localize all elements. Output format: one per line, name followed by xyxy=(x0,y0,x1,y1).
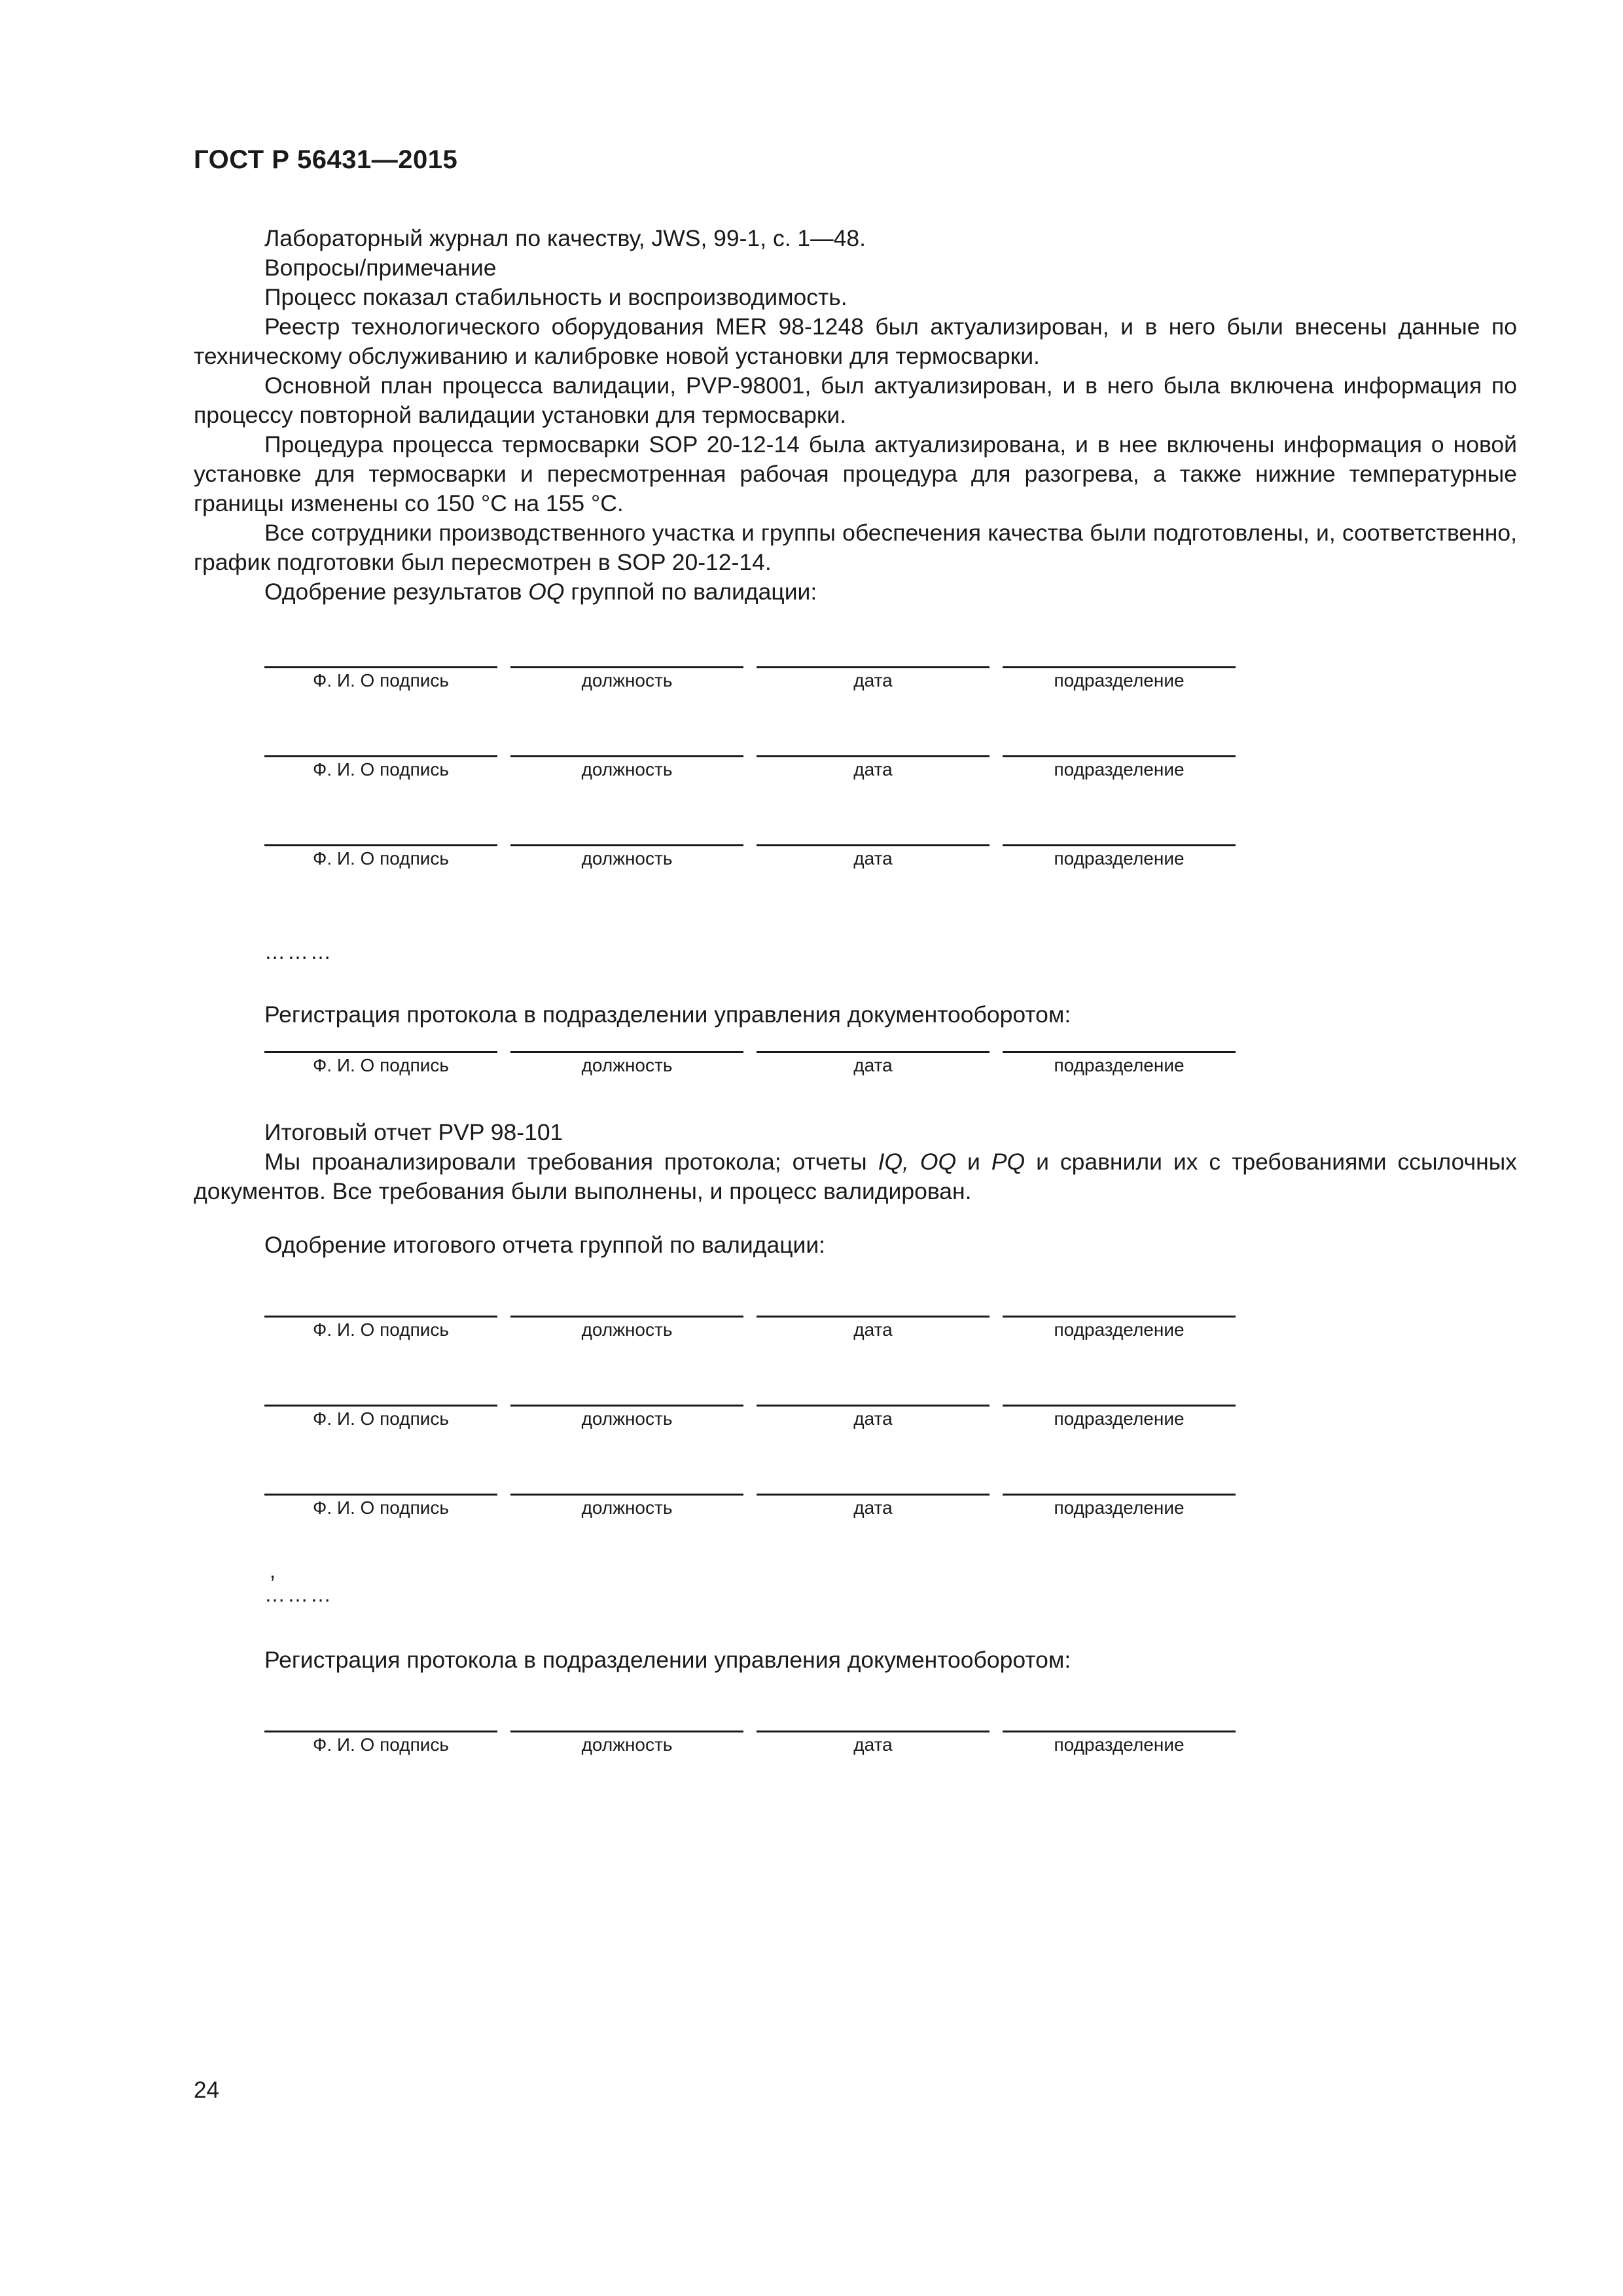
final-approval-text: Одобрение итогового отчета группой по валидации: xyxy=(264,1232,826,1258)
signature-row xyxy=(264,1731,1233,1820)
signature-line[interactable] xyxy=(510,755,743,757)
label-date: дата xyxy=(853,1734,893,1755)
signature-row xyxy=(264,1405,1233,1494)
signature-row xyxy=(264,666,1233,755)
paragraph-stability: Процесс показал стабильность и воспроизводимость. xyxy=(264,284,847,310)
label-department: подразделение xyxy=(1054,1408,1185,1429)
signature-line[interactable] xyxy=(510,1316,743,1318)
signature-line[interactable] xyxy=(264,1731,497,1732)
signature-line[interactable] xyxy=(1003,1405,1236,1407)
label-date: дата xyxy=(853,1055,893,1075)
label-position: должность xyxy=(581,1498,673,1518)
signature-line[interactable] xyxy=(264,755,497,757)
paragraph-validation-plan: Основной план процесса валидации, PVP-98001, был актуализирован, и в него была включена информация по процессу повторной валидации установки для термосварки. xyxy=(194,372,1517,428)
signature-line[interactable] xyxy=(510,1051,743,1053)
signature-block-registration-final xyxy=(264,1731,1233,1820)
signature-line[interactable] xyxy=(757,1731,990,1732)
paragraph-equipment-register: Реестр технологического оборудования MER 98-1248 был актуализирован, и в него были внесены данные по техническому обслуживанию и калибровке новой установки для термосварки. xyxy=(194,314,1517,369)
label-department: подразделение xyxy=(1054,1055,1185,1075)
signature-row xyxy=(264,1494,1233,1583)
signature-block-final xyxy=(264,1316,1233,1583)
signature-line[interactable] xyxy=(757,755,990,757)
label-department: подразделение xyxy=(1054,759,1185,780)
label-department: подразделение xyxy=(1054,1319,1185,1340)
paragraph-oq-approval: Одобрение результатов OQ группой по валидации: xyxy=(264,579,817,605)
label-name-signature: Ф. И. О подпись xyxy=(313,1055,449,1075)
signature-line[interactable] xyxy=(510,844,743,846)
label-department: подразделение xyxy=(1054,848,1185,869)
signature-line[interactable] xyxy=(1003,755,1236,757)
paragraph-questions: Вопросы/примечание xyxy=(264,255,497,281)
label-date: дата xyxy=(853,1319,893,1340)
label-position: должность xyxy=(581,1319,673,1340)
final-report-title: Итоговый отчет PVP 98-101 xyxy=(264,1119,563,1145)
label-name-signature: Ф. И. О подпись xyxy=(313,670,449,691)
signature-line[interactable] xyxy=(1003,1731,1236,1732)
label-department: подразделение xyxy=(1054,1734,1185,1755)
signature-line[interactable] xyxy=(1003,666,1236,668)
paragraph-lab-journal: Лабораторный журнал по качеству, JWS, 99-1, с. 1—48. xyxy=(264,225,866,251)
label-position: должность xyxy=(581,759,673,780)
label-department: подразделение xyxy=(1054,670,1185,691)
label-name-signature: Ф. И. О подпись xyxy=(313,1498,449,1518)
signature-line[interactable] xyxy=(757,1316,990,1318)
signature-line[interactable] xyxy=(757,1405,990,1407)
signature-line[interactable] xyxy=(264,1051,497,1053)
signature-line[interactable] xyxy=(510,1405,743,1407)
signature-line[interactable] xyxy=(264,844,497,846)
label-name-signature: Ф. И. О подпись xyxy=(313,1734,449,1755)
label-position: должность xyxy=(581,848,673,869)
ellipsis-dots: ……… xyxy=(264,940,333,963)
label-date: дата xyxy=(853,759,893,780)
label-name-signature: Ф. И. О подпись xyxy=(313,759,449,780)
paragraph-sop-procedure: Процедура процесса термосварки SOP 20-12-14 была актуализирована, и в нее включены информация о новой установке для термосварки и пересмотренная рабочая процедура для разогрева, а также нижние температурные границы изменены со 150 °С на 155 °С. xyxy=(194,431,1517,516)
label-department: подразделение xyxy=(1054,1498,1185,1518)
comma-mark: , xyxy=(270,1559,277,1583)
signature-line[interactable] xyxy=(1003,1051,1236,1053)
signature-line[interactable] xyxy=(1003,1494,1236,1496)
label-date: дата xyxy=(853,848,893,869)
signature-line[interactable] xyxy=(264,666,497,668)
signature-row xyxy=(264,755,1233,844)
signature-block-oq xyxy=(264,666,1233,933)
section-body-text xyxy=(194,224,1517,607)
label-name-signature: Ф. И. О подпись xyxy=(313,1408,449,1429)
oq-term: OQ xyxy=(919,1149,957,1175)
signature-line[interactable] xyxy=(510,1494,743,1496)
final-report-section xyxy=(194,1118,1517,1206)
registration-text: Регистрация протокола в подразделении управления документооборотом: xyxy=(264,1647,1071,1673)
signature-line[interactable] xyxy=(757,1494,990,1496)
signature-line[interactable] xyxy=(510,1731,743,1732)
signature-row xyxy=(264,1316,1233,1405)
signature-row xyxy=(264,844,1233,933)
signature-line[interactable] xyxy=(1003,844,1236,846)
registration-text: Регистрация протокола в подразделении управления документооборотом: xyxy=(264,1001,1071,1028)
label-position: должность xyxy=(581,670,673,691)
label-position: должность xyxy=(581,1408,673,1429)
pq-term: PQ xyxy=(991,1149,1026,1175)
label-date: дата xyxy=(853,1498,893,1518)
label-date: дата xyxy=(853,1408,893,1429)
oq-term: OQ xyxy=(528,579,565,605)
signature-line[interactable] xyxy=(757,844,990,846)
iq-term: IQ, xyxy=(878,1149,909,1175)
signature-line[interactable] xyxy=(757,1051,990,1053)
document-header: ГОСТ Р 56431—2015 xyxy=(194,145,458,174)
signature-line[interactable] xyxy=(757,666,990,668)
final-report-analysis: Мы проанализировали требования протокола; отчеты IQ, OQ и PQ и сравнили их с требованиями ссылочных документов. Все требования были выполнены, и процесс валидирован. xyxy=(194,1149,1517,1204)
paragraph-staff-training: Все сотрудники производственного участка и группы обеспечения качества были подготовлены, и, соответственно, график подготовки был пересмотрен в SOP 20-12-14. xyxy=(194,520,1517,575)
signature-line[interactable] xyxy=(1003,1316,1236,1318)
signature-line[interactable] xyxy=(264,1405,497,1407)
signature-line[interactable] xyxy=(510,666,743,668)
signature-line[interactable] xyxy=(264,1316,497,1318)
label-date: дата xyxy=(853,670,893,691)
page-number: 24 xyxy=(194,2077,219,2103)
label-name-signature: Ф. И. О подпись xyxy=(313,1319,449,1340)
label-position: должность xyxy=(581,1055,673,1075)
label-position: должность xyxy=(581,1734,673,1755)
label-name-signature: Ф. И. О подпись xyxy=(313,848,449,869)
signature-line[interactable] xyxy=(264,1494,497,1496)
ellipsis-dots: ……… xyxy=(264,1583,333,1606)
